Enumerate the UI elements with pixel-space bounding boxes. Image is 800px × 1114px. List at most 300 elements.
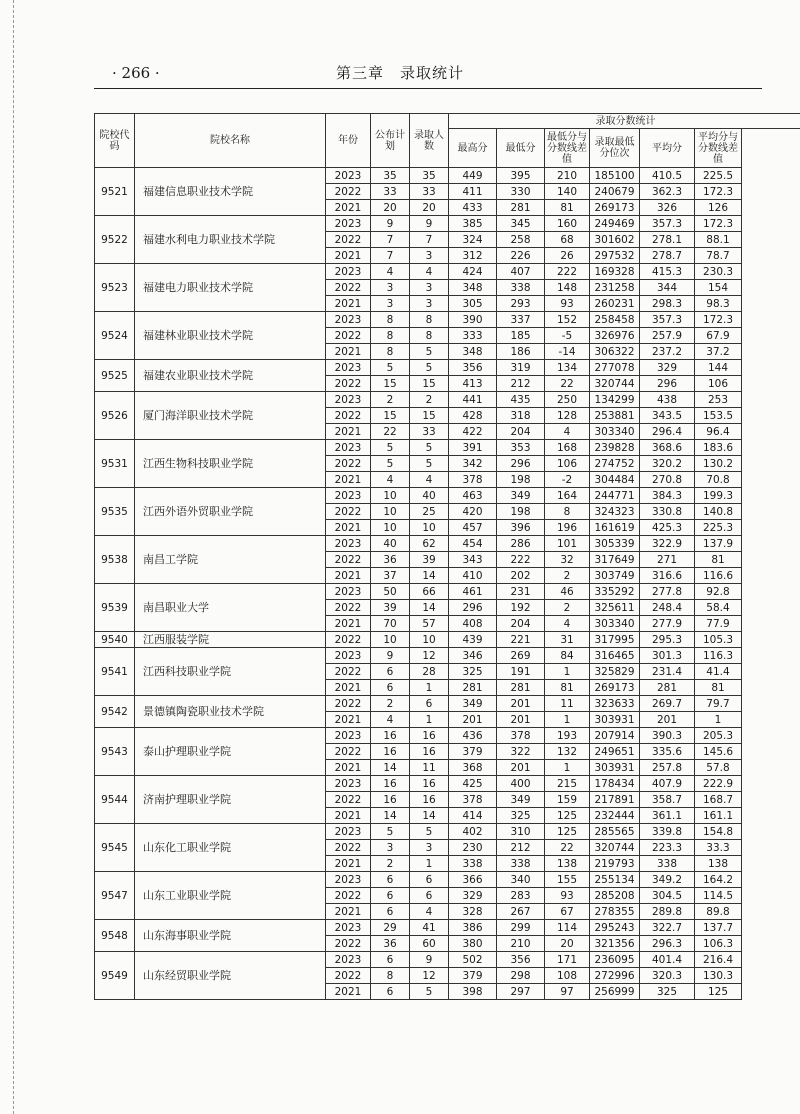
cell-avg: 362.3 [640,184,695,200]
cell-min: 353 [497,440,545,456]
cell-year: 2022 [326,968,371,984]
cell-min-rank: 255134 [590,872,640,888]
cell-max: 312 [449,248,497,264]
cell-plan: 10 [371,632,410,648]
cell-year: 2022 [326,936,371,952]
cell-avg-diff: 199.3 [695,488,742,504]
school-name: 山东化工职业学院 [135,824,326,872]
cell-avg-diff: 172.3 [695,312,742,328]
cell-min-diff: 81 [545,200,590,216]
cell-min: 286 [497,536,545,552]
cell-avg-diff: 1 [695,712,742,728]
cell-plan: 6 [371,984,410,1000]
cell-max: 281 [449,680,497,696]
cell-min-rank: 244771 [590,488,640,504]
cell-min-diff: 168 [545,440,590,456]
cell-min-rank: 320744 [590,840,640,856]
cell-max: 379 [449,968,497,984]
cell-min-diff: 193 [545,728,590,744]
header-admitted: 录取人数 [410,114,449,168]
school-code: 9547 [95,872,135,920]
cell-min: 293 [497,296,545,312]
cell-min-rank: 185100 [590,168,640,184]
cell-min: 186 [497,344,545,360]
cell-min-rank: 249651 [590,744,640,760]
cell-max: 329 [449,888,497,904]
cell-min-diff: 215 [545,776,590,792]
cell-avg: 281 [640,680,695,696]
cell-min-rank: 161619 [590,520,640,536]
cell-plan: 8 [371,312,410,328]
cell-admitted: 8 [410,312,449,328]
admission-stats-table [94,113,800,1000]
cell-min-rank: 306322 [590,344,640,360]
cell-plan: 5 [371,456,410,472]
table-row [95,216,800,232]
cell-min-rank: 217891 [590,792,640,808]
cell-year: 2021 [326,248,371,264]
cell-year: 2021 [326,568,371,584]
cell-avg-diff: 154.8 [695,824,742,840]
cell-admitted: 9 [410,216,449,232]
cell-year: 2021 [326,712,371,728]
cell-year: 2021 [326,616,371,632]
cell-min-rank: 256999 [590,984,640,1000]
cell-min-diff: 1 [545,712,590,728]
cell-plan: 8 [371,328,410,344]
cell-year: 2023 [326,488,371,504]
cell-admitted: 1 [410,680,449,696]
cell-min-rank: 317995 [590,632,640,648]
cell-year: 2023 [326,440,371,456]
cell-max: 398 [449,984,497,1000]
cell-min: 322 [497,744,545,760]
cell-admitted: 1 [410,856,449,872]
cell-min-rank: 303931 [590,712,640,728]
cell-avg: 277.8 [640,584,695,600]
cell-min: 191 [497,664,545,680]
school-name: 山东海事职业学院 [135,920,326,952]
table-row [95,728,800,744]
cell-avg: 322.7 [640,920,695,936]
cell-min-diff: 210 [545,168,590,184]
cell-max: 380 [449,936,497,952]
cell-admitted: 16 [410,728,449,744]
cell-min-rank: 285208 [590,888,640,904]
school-code: 9522 [95,216,135,264]
cell-avg: 301.3 [640,648,695,664]
cell-min-rank: 316465 [590,648,640,664]
cell-year: 2023 [326,392,371,408]
cell-max: 428 [449,408,497,424]
school-name: 江西生物科技职业学院 [135,440,326,488]
cell-avg: 407.9 [640,776,695,792]
cell-min: 325 [497,808,545,824]
cell-min: 349 [497,792,545,808]
cell-plan: 10 [371,520,410,536]
cell-min-diff: -2 [545,472,590,488]
cell-min: 281 [497,200,545,216]
school-name: 南昌职业大学 [135,584,326,632]
cell-plan: 70 [371,616,410,632]
cell-max: 441 [449,392,497,408]
cell-year: 2023 [326,872,371,888]
school-code: 9524 [95,312,135,360]
cell-admitted: 16 [410,744,449,760]
cell-avg-diff: 114.5 [695,888,742,904]
cell-avg: 326 [640,200,695,216]
table-row [95,632,800,648]
school-name: 南昌工学院 [135,536,326,584]
cell-max: 408 [449,616,497,632]
cell-min-rank: 303749 [590,568,640,584]
cell-avg-diff: 125 [695,984,742,1000]
cell-avg: 425.3 [640,520,695,536]
cell-avg-diff: 153.5 [695,408,742,424]
cell-min-rank: 178434 [590,776,640,792]
cell-admitted: 1 [410,712,449,728]
cell-plan: 16 [371,728,410,744]
cell-avg-diff: 106.3 [695,936,742,952]
cell-admitted: 28 [410,664,449,680]
cell-year: 2022 [326,280,371,296]
school-code: 9526 [95,392,135,440]
cell-min-diff: 26 [545,248,590,264]
cell-min-rank: 236095 [590,952,640,968]
cell-year: 2021 [326,856,371,872]
cell-avg-diff: 58.4 [695,600,742,616]
school-name: 江西科技职业学院 [135,648,326,696]
cell-avg-diff: 161.1 [695,808,742,824]
cell-min: 212 [497,376,545,392]
cell-year: 2022 [326,840,371,856]
cell-min: 407 [497,264,545,280]
cell-min-rank: 231258 [590,280,640,296]
table-row [95,584,800,600]
cell-year: 2023 [326,264,371,280]
cell-plan: 6 [371,680,410,696]
table-row [95,776,800,792]
cell-avg: 338 [640,856,695,872]
cell-year: 2023 [326,168,371,184]
cell-max: 346 [449,648,497,664]
cell-avg: 410.5 [640,168,695,184]
cell-plan: 14 [371,760,410,776]
cell-min-rank: 303931 [590,760,640,776]
cell-max: 433 [449,200,497,216]
cell-admitted: 39 [410,552,449,568]
cell-year: 2021 [326,344,371,360]
cell-min: 299 [497,920,545,936]
cell-plan: 36 [371,552,410,568]
cell-min: 198 [497,472,545,488]
cell-max: 305 [449,296,497,312]
cell-min-diff: 134 [545,360,590,376]
cell-plan: 16 [371,744,410,760]
cell-min: 297 [497,984,545,1000]
cell-min-rank: 317649 [590,552,640,568]
page-number: · 266 · [112,64,160,82]
cell-plan: 36 [371,936,410,952]
cell-admitted: 33 [410,184,449,200]
cell-admitted: 35 [410,168,449,184]
cell-max: 342 [449,456,497,472]
cell-avg-diff: 78.7 [695,248,742,264]
cell-max: 439 [449,632,497,648]
cell-min-diff: 22 [545,840,590,856]
cell-min-rank: 274752 [590,456,640,472]
cell-min: 226 [497,248,545,264]
school-code: 9539 [95,584,135,632]
school-code: 9523 [95,264,135,312]
cell-year: 2023 [326,584,371,600]
cell-avg-diff: 105.3 [695,632,742,648]
cell-min: 210 [497,936,545,952]
cell-min: 340 [497,872,545,888]
cell-avg-diff: 33.3 [695,840,742,856]
cell-avg-diff: 88.1 [695,232,742,248]
cell-year: 2023 [326,360,371,376]
cell-avg: 335.6 [640,744,695,760]
cell-avg-diff: 130.3 [695,968,742,984]
cell-avg-diff: 96.4 [695,424,742,440]
cell-min: 296 [497,456,545,472]
cell-plan: 6 [371,872,410,888]
cell-min: 185 [497,328,545,344]
cell-plan: 5 [371,360,410,376]
cell-min-diff: 1 [545,664,590,680]
cell-max: 420 [449,504,497,520]
header-year: 年份 [326,114,371,168]
cell-min: 221 [497,632,545,648]
cell-min-rank: 304484 [590,472,640,488]
cell-max: 410 [449,568,497,584]
header-min-rank: 录取最低分位次 [590,129,640,168]
cell-avg-diff: 89.8 [695,904,742,920]
cell-admitted: 3 [410,280,449,296]
table-row [95,360,800,376]
school-name: 景德镇陶瓷职业技术学院 [135,696,326,728]
cell-plan: 8 [371,968,410,984]
cell-avg: 361.1 [640,808,695,824]
cell-plan: 16 [371,792,410,808]
cell-admitted: 25 [410,504,449,520]
table-row [95,312,800,328]
cell-avg-diff: 116.6 [695,568,742,584]
cell-admitted: 4 [410,472,449,488]
cell-min: 201 [497,760,545,776]
cell-avg-diff: 222.9 [695,776,742,792]
cell-min-rank: 277078 [590,360,640,376]
cell-avg: 316.6 [640,568,695,584]
cell-min: 204 [497,616,545,632]
school-name: 福建林业职业技术学院 [135,312,326,360]
cell-year: 2021 [326,472,371,488]
cell-max: 230 [449,840,497,856]
school-name: 福建农业职业技术学院 [135,360,326,392]
cell-year: 2022 [326,696,371,712]
cell-min-rank: 239828 [590,440,640,456]
cell-min-rank: 285565 [590,824,640,840]
cell-avg: 257.9 [640,328,695,344]
cell-min-diff: 97 [545,984,590,1000]
cell-min-rank: 320744 [590,376,640,392]
school-code: 9521 [95,168,135,216]
cell-min-rank: 305339 [590,536,640,552]
cell-max: 411 [449,184,497,200]
cell-admitted: 12 [410,648,449,664]
cell-max: 413 [449,376,497,392]
cell-min-diff: 250 [545,392,590,408]
header-max: 最高分 [449,129,497,168]
cell-plan: 4 [371,712,410,728]
cell-year: 2023 [326,920,371,936]
cell-admitted: 10 [410,520,449,536]
cell-avg: 401.4 [640,952,695,968]
header-rule [94,88,762,89]
cell-admitted: 4 [410,904,449,920]
cell-year: 2022 [326,664,371,680]
cell-year: 2023 [326,728,371,744]
cell-min-diff: 125 [545,824,590,840]
cell-avg-diff: 168.7 [695,792,742,808]
cell-plan: 6 [371,664,410,680]
cell-avg-diff: 57.8 [695,760,742,776]
cell-min-diff: 148 [545,280,590,296]
cell-min-diff: 125 [545,808,590,824]
cell-year: 2022 [326,184,371,200]
cell-avg-diff: 140.8 [695,504,742,520]
cell-min-diff: 22 [545,376,590,392]
cell-avg-diff: 183.6 [695,440,742,456]
cell-max: 386 [449,920,497,936]
cell-max: 324 [449,232,497,248]
cell-avg-diff: 77.9 [695,616,742,632]
cell-min: 310 [497,824,545,840]
cell-plan: 39 [371,600,410,616]
cell-min-diff: 84 [545,648,590,664]
cell-min: 318 [497,408,545,424]
cell-avg: 298.3 [640,296,695,312]
cell-plan: 35 [371,168,410,184]
cell-min-diff: 31 [545,632,590,648]
table-row [95,824,800,840]
cell-avg-diff: 172.3 [695,184,742,200]
table-row [95,168,800,184]
school-name: 山东经贸职业学院 [135,952,326,1000]
cell-avg: 278.7 [640,248,695,264]
cell-admitted: 3 [410,296,449,312]
cell-plan: 6 [371,888,410,904]
cell-min-rank: 134299 [590,392,640,408]
cell-admitted: 5 [410,440,449,456]
cell-max: 338 [449,856,497,872]
cell-avg: 248.4 [640,600,695,616]
cell-min: 202 [497,568,545,584]
cell-avg: 330.8 [640,504,695,520]
cell-avg: 304.5 [640,888,695,904]
cell-min: 204 [497,424,545,440]
school-name: 江西外语外贸职业学院 [135,488,326,536]
cell-avg: 325 [640,984,695,1000]
cell-year: 2023 [326,776,371,792]
cell-min-rank: 323633 [590,696,640,712]
cell-avg-diff: 216.4 [695,952,742,968]
cell-min-rank: 297532 [590,248,640,264]
cell-avg: 295.3 [640,632,695,648]
cell-avg: 270.8 [640,472,695,488]
cell-min: 222 [497,552,545,568]
cell-min: 400 [497,776,545,792]
cell-avg-diff: 70.8 [695,472,742,488]
cell-admitted: 5 [410,824,449,840]
cell-min-rank: 258458 [590,312,640,328]
cell-avg: 223.3 [640,840,695,856]
cell-max: 343 [449,552,497,568]
cell-admitted: 62 [410,536,449,552]
cell-year: 2022 [326,600,371,616]
cell-min-rank: 269173 [590,200,640,216]
cell-min: 283 [497,888,545,904]
cell-avg-diff: 164.2 [695,872,742,888]
cell-max: 379 [449,744,497,760]
cell-max: 348 [449,344,497,360]
header-avg: 平均分 [640,129,695,168]
cell-avg: 320.3 [640,968,695,984]
cell-admitted: 41 [410,920,449,936]
binding-edge-mark [13,0,14,1114]
cell-max: 436 [449,728,497,744]
cell-avg: 277.9 [640,616,695,632]
header-min-diff: 最低分与分数线差值 [545,129,590,168]
cell-min-diff: 20 [545,936,590,952]
cell-admitted: 11 [410,760,449,776]
cell-plan: 6 [371,952,410,968]
cell-min-diff: 8 [545,504,590,520]
school-name: 福建信息职业技术学院 [135,168,326,216]
cell-admitted: 5 [410,984,449,1000]
cell-min-diff: 93 [545,888,590,904]
cell-avg-diff: 230.3 [695,264,742,280]
cell-avg-diff: 225.5 [695,168,742,184]
cell-plan: 4 [371,472,410,488]
cell-year: 2021 [326,904,371,920]
cell-min-rank: 272996 [590,968,640,984]
cell-min: 378 [497,728,545,744]
cell-avg-diff: 106 [695,376,742,392]
cell-min-diff: 101 [545,536,590,552]
cell-min: 198 [497,504,545,520]
cell-max: 422 [449,424,497,440]
cell-min-diff: 4 [545,424,590,440]
cell-avg-diff: 81 [695,552,742,568]
cell-plan: 15 [371,408,410,424]
school-code: 9548 [95,920,135,952]
cell-year: 2021 [326,680,371,696]
cell-year: 2022 [326,744,371,760]
header-code: 院校代码 [95,114,135,168]
cell-admitted: 10 [410,632,449,648]
cell-avg-diff: 137.7 [695,920,742,936]
cell-year: 2023 [326,216,371,232]
cell-min-rank: 207914 [590,728,640,744]
cell-year: 2021 [326,984,371,1000]
cell-plan: 29 [371,920,410,936]
cell-min-diff: 128 [545,408,590,424]
cell-max: 424 [449,264,497,280]
school-name: 济南护理职业学院 [135,776,326,824]
cell-admitted: 15 [410,408,449,424]
